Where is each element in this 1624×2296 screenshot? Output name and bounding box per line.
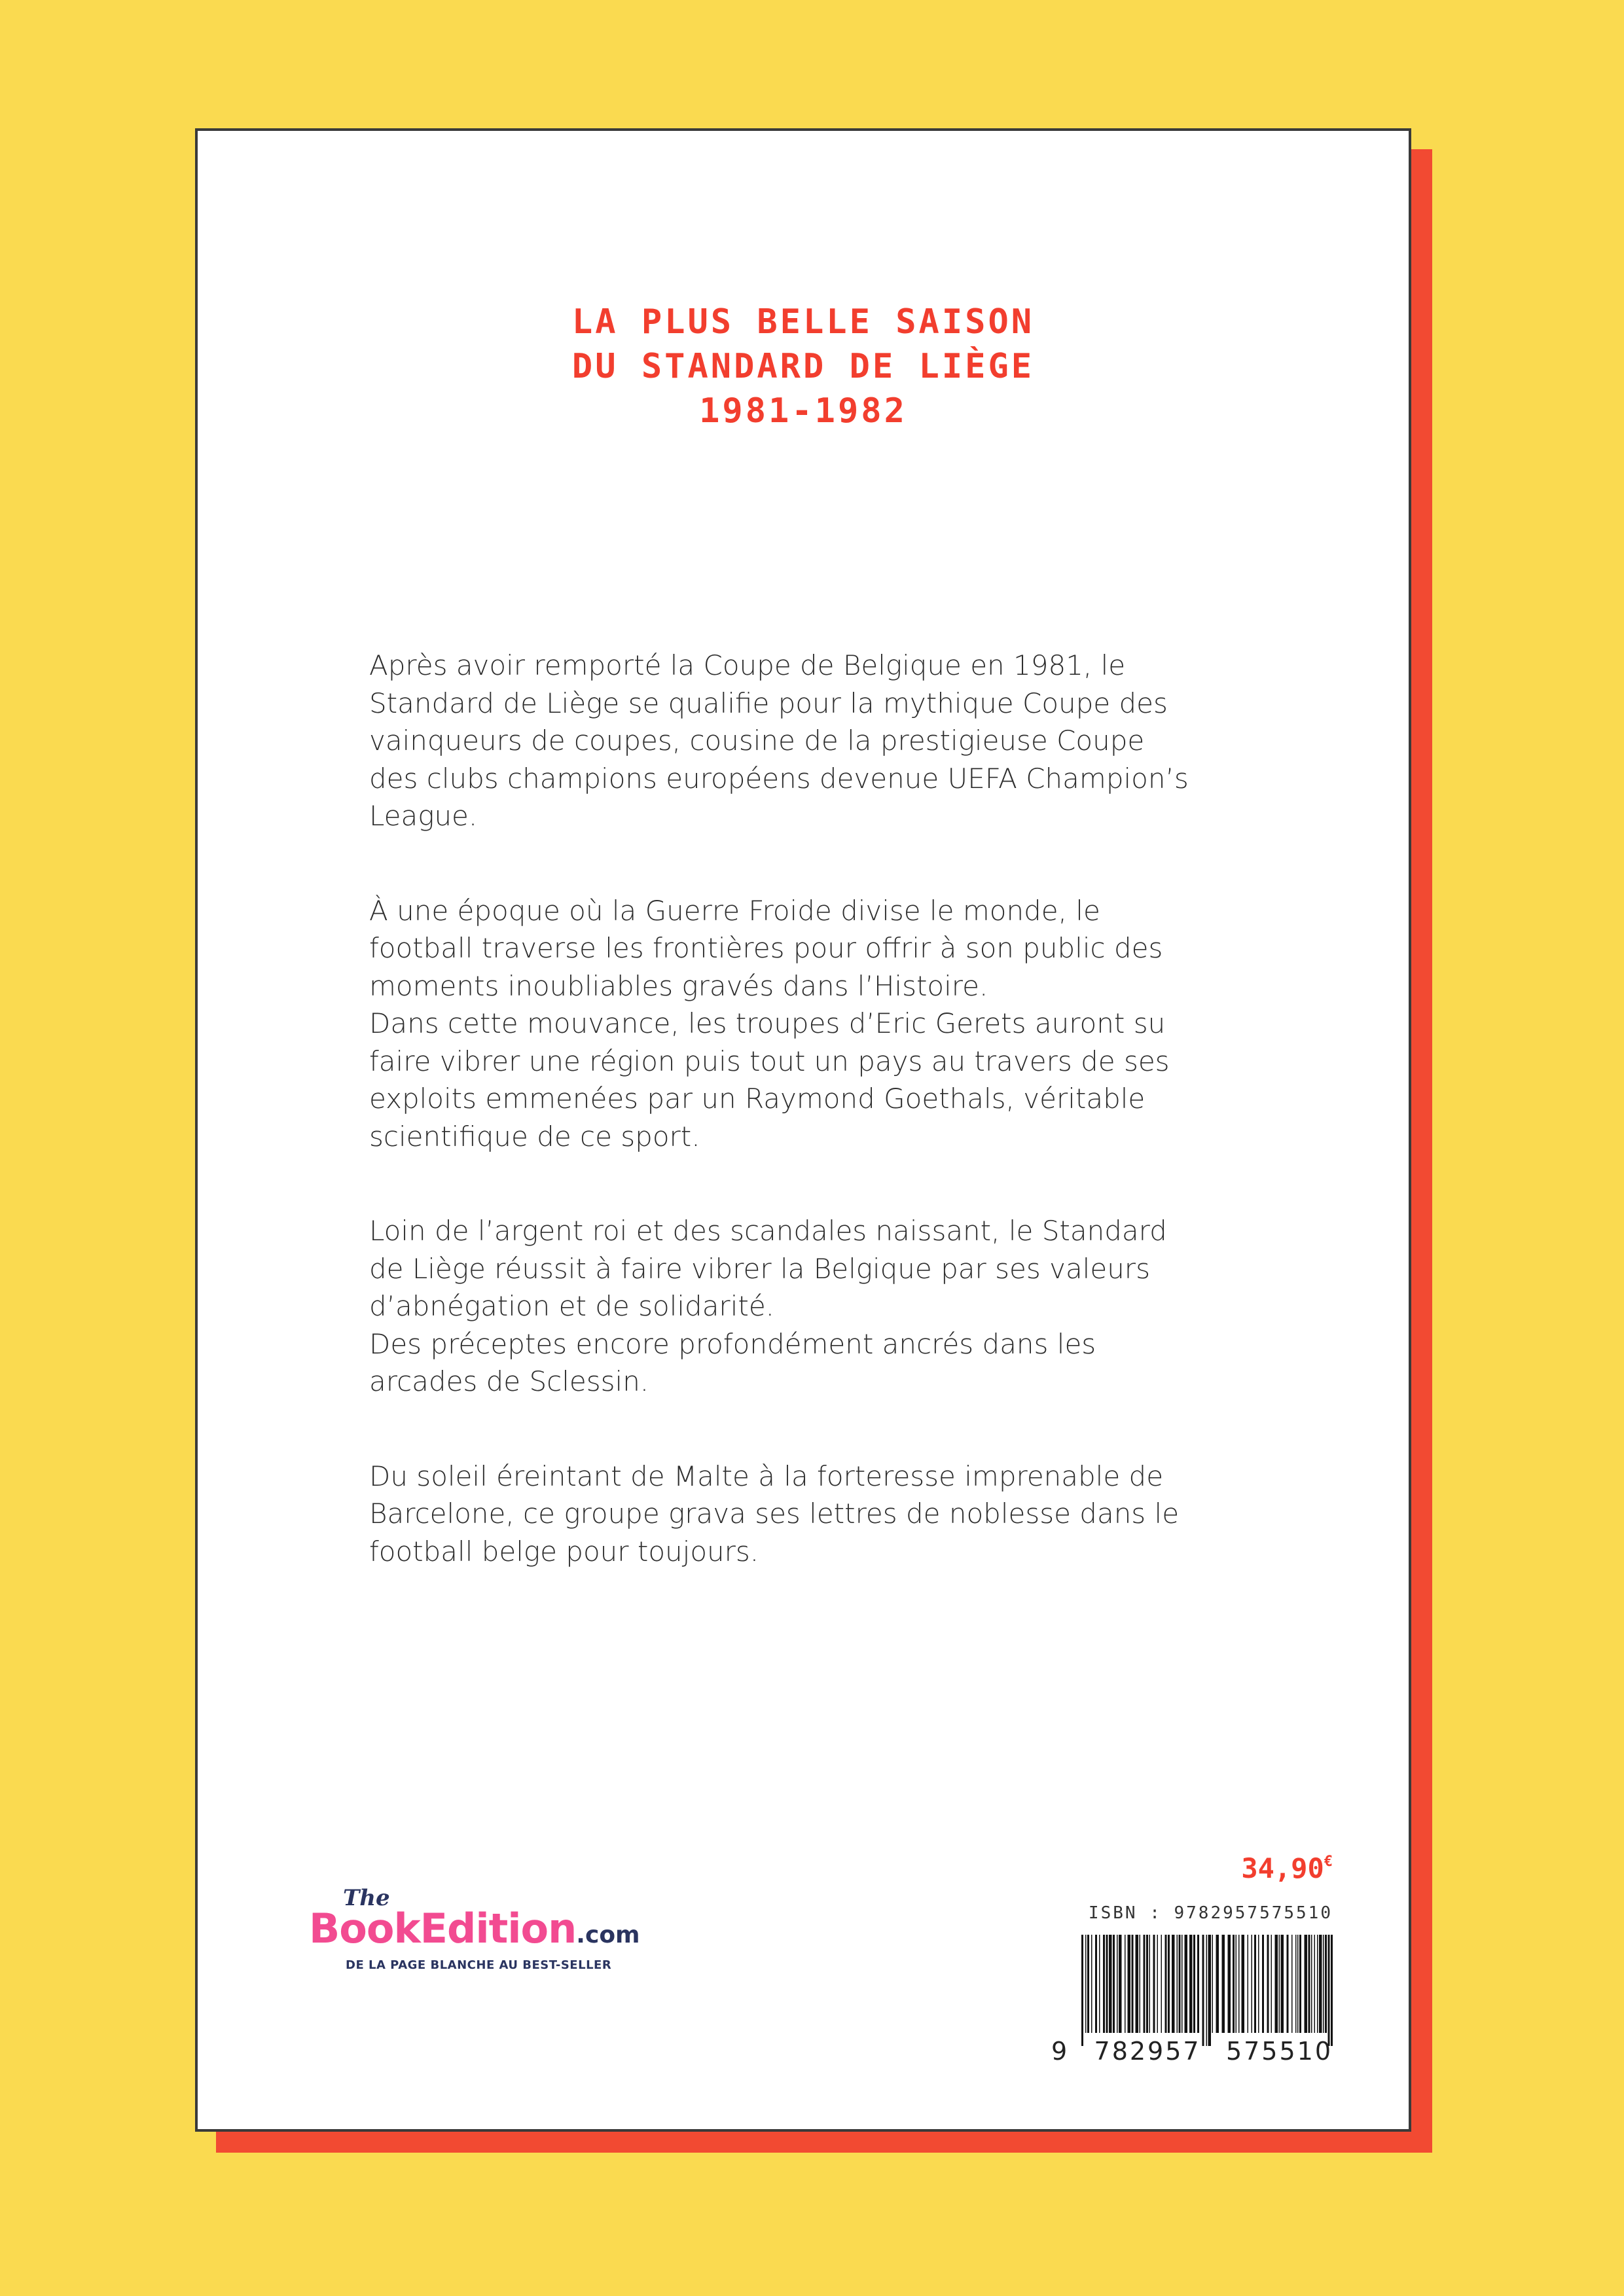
barcode-bar: [1325, 1935, 1327, 2033]
barcode-bar: [1291, 1935, 1293, 2033]
blurb-line: À une époque où la Guerre Froide divise le monde, le: [369, 894, 1100, 927]
barcode-bar: [1189, 1935, 1193, 2033]
blurb-line: Du soleil éreintant de Malte à la forteresse imprenable de: [369, 1460, 1164, 1492]
logo-main: BookEdition: [309, 1905, 577, 1952]
barcode-bar: [1328, 1935, 1330, 2046]
barcode-bar: [1117, 1935, 1118, 2033]
barcode-bar: [1238, 1935, 1240, 2033]
barcode-bar: [1149, 1935, 1151, 2033]
barcode-bar: [1157, 1935, 1159, 2033]
barcode-bar: [1193, 1935, 1195, 2033]
barcode-bar: [1132, 1935, 1134, 2033]
blurb-line: League.: [369, 800, 478, 832]
blurb-line: Des préceptes encore profondément ancrés dans les: [369, 1327, 1096, 1360]
barcode-bar: [1262, 1935, 1264, 2033]
logo-the: The: [343, 1885, 390, 1911]
barcode-bar: [1311, 1935, 1312, 2033]
barcode-bar: [1279, 1935, 1280, 2033]
title-line-1: LA PLUS BELLE SAISON: [571, 302, 1035, 342]
barcode-bar: [1228, 1935, 1231, 2033]
barcode-bar: [1113, 1935, 1115, 2033]
blurb-line: moments inoubliables gravés dans l’Histoire.: [369, 969, 988, 1002]
blurb-line: Après avoir remporté la Coupe de Belgique en 1981, le: [369, 649, 1126, 681]
barcode-bar: [1242, 1935, 1245, 2033]
barcode-bar: [1099, 1935, 1100, 2033]
barcode-bar: [1136, 1935, 1139, 2033]
barcode-bar: [1222, 1935, 1225, 2033]
title-line-2: DU STANDARD DE LIÈGE: [571, 347, 1035, 386]
publisher-logo: [309, 1885, 649, 1990]
barcode-bar: [1252, 1935, 1253, 2033]
barcode-bar: [1317, 1935, 1318, 2033]
barcode-bar: [1258, 1935, 1259, 2033]
barcode-bar: [1085, 1935, 1087, 2033]
barcode-bar: [1323, 1935, 1324, 2033]
blurb-paragraph-3: [369, 1212, 1242, 1401]
blurb: [369, 647, 1242, 1627]
barcode-bar: [1206, 1935, 1208, 2046]
barcode-digits: [1051, 2037, 1333, 2066]
barcode-bar: [1106, 1935, 1108, 2033]
barcode-bar: [1144, 1935, 1146, 2033]
blurb-paragraph-4: [369, 1458, 1242, 1571]
barcode-bar: [1091, 1935, 1092, 2033]
barcode-bar: [1281, 1935, 1284, 2033]
barcode-bar: [1103, 1935, 1105, 2033]
barcode-bar: [1081, 1935, 1083, 2046]
title-line-3: 1981-1982: [699, 391, 907, 431]
barcode-bar: [1299, 1935, 1301, 2033]
back-cover: [195, 128, 1411, 2132]
barcode-bar: [1295, 1935, 1297, 2033]
blurb-line: Loin de l’argent roi et des scandales naissant, le Standard: [369, 1215, 1167, 1247]
logo-tagline: DE LA PAGE BLANCHE AU BEST-SELLER: [346, 1958, 612, 1972]
barcode-bar: [1267, 1935, 1269, 2033]
barcode-bar: [1140, 1935, 1141, 2033]
price-currency: €: [1324, 1854, 1333, 1870]
barcode-bar: [1128, 1935, 1131, 2033]
barcode-bar: [1297, 1935, 1299, 2033]
price-tag: [1241, 1852, 1333, 1884]
barcode-bar: [1314, 1935, 1316, 2033]
barcode-bar: [1172, 1935, 1175, 2033]
barcode-icon: [1081, 1935, 1333, 2046]
blurb-line: arcades de Sclessin.: [369, 1365, 649, 1397]
barcode-digit-group-1: 782957: [1094, 2037, 1201, 2066]
barcode-bar: [1179, 1935, 1181, 2033]
barcode-bar: [1305, 1935, 1308, 2033]
blurb-line: Barcelone, ce groupe grava ses lettres de noblesse dans le: [369, 1498, 1180, 1530]
barcode-bar: [1216, 1935, 1219, 2033]
blurb-line: Standard de Liège se qualifie pour la mythique Coupe des: [369, 687, 1168, 719]
blurb-line: faire vibrer une région puis tout un pays au travers de ses: [369, 1045, 1170, 1077]
blurb-line: Dans cette mouvance, les troupes d’Eric Gerets auront su: [369, 1007, 1166, 1039]
barcode-bar: [1109, 1935, 1112, 2033]
barcode-bar: [1208, 1935, 1212, 2046]
blurb-line: de Liège réussit à faire vibrer la Belgique par ses valeurs: [369, 1252, 1150, 1285]
barcode-bar: [1095, 1935, 1097, 2033]
logo-wordmark: [309, 1905, 640, 1952]
price-amount: 34,90: [1241, 1852, 1324, 1884]
barcode-bar: [1319, 1935, 1322, 2033]
barcode-bar: [1248, 1935, 1249, 2033]
barcode-bar: [1182, 1935, 1183, 2033]
barcode-bar: [1168, 1935, 1170, 2033]
blurb-line: d’abnégation et de solidarité.: [369, 1290, 775, 1322]
blurb-line: football traverse les frontières pour offrir à son public des: [369, 932, 1163, 964]
barcode-bar: [1185, 1935, 1188, 2033]
barcode-bar: [1177, 1935, 1178, 2033]
blurb-line: exploits emmenées par un Raymond Goethals, véritable: [369, 1083, 1146, 1115]
barcode-bar: [1165, 1935, 1167, 2033]
barcode-bar: [1254, 1935, 1256, 2033]
blurb-paragraph-1: [369, 647, 1242, 835]
barcode-digit-first: 9: [1051, 2037, 1070, 2066]
book-title: [198, 300, 1409, 433]
blurb-line: scientifique de ce sport.: [369, 1120, 700, 1153]
barcode-bar: [1271, 1935, 1272, 2033]
barcode-bar: [1197, 1935, 1199, 2033]
isbn-label: ISBN : 9782957575510: [1088, 1903, 1333, 1923]
barcode-bar: [1161, 1935, 1163, 2033]
barcode-bar: [1287, 1935, 1289, 2033]
barcode-bar: [1275, 1935, 1278, 2033]
barcode-bar: [1331, 1935, 1333, 2046]
barcode-bar: [1202, 1935, 1204, 2046]
barcode-bar: [1153, 1935, 1155, 2033]
barcode-bar: [1087, 1935, 1089, 2033]
blurb-line: football belge pour toujours.: [369, 1535, 759, 1568]
blurb-paragraph-2: [369, 892, 1242, 1156]
barcode-bar: [1308, 1935, 1310, 2033]
barcode-bar: [1236, 1935, 1237, 2033]
barcode-bar: [1212, 1935, 1214, 2033]
blurb-line: des clubs champions européens devenue UEFA Champion’s: [369, 762, 1189, 795]
blurb-line: vainqueurs de coupes, cousine de la prestigieuse Coupe: [369, 725, 1145, 757]
barcode-bar: [1233, 1935, 1235, 2033]
barcode-bar: [1146, 1935, 1148, 2033]
logo-com: .com: [576, 1922, 640, 1948]
barcode-bar: [1125, 1935, 1126, 2033]
barcode-digit-group-2: 575510: [1225, 2037, 1333, 2066]
barcode-bar: [1119, 1935, 1122, 2033]
